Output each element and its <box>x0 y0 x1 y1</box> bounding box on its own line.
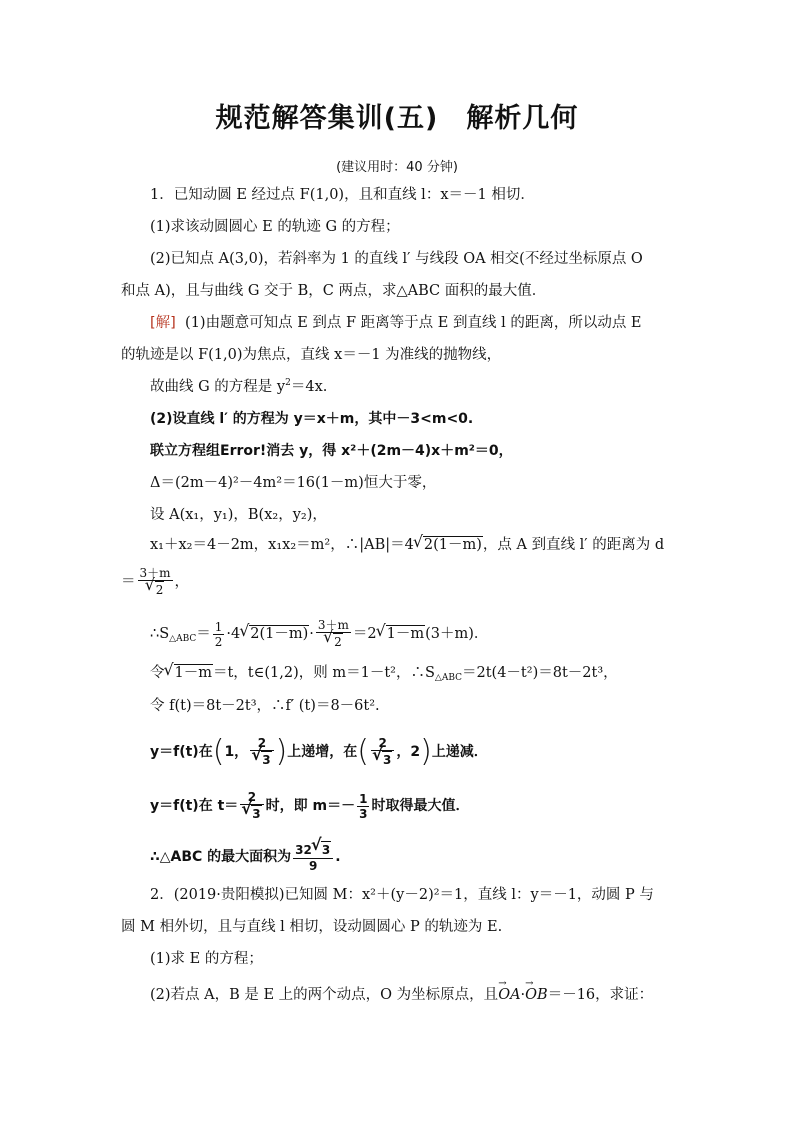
sol1-line2: 的轨迹是以 F(1,0)为焦点，直线 x＝－1 为准线的抛物线， <box>121 347 502 363</box>
sol1-line12: 令 f(t)＝8t－2t³，∴f′ (t)＝8－6t². <box>150 698 380 714</box>
sol1-line7: 设 A(x₁，y₁)，B(x₂，y₂)， <box>150 507 327 523</box>
error-text: Error! <box>220 443 267 459</box>
sol1-line13: y＝f(t)在(1， 2 √ 3 )上递增，在( 2 √ 3 ，2)上递减． <box>150 736 488 768</box>
q1-part2-line2: 和点 A)，且与曲线 G 交于 B，C 两点，求△ABC 面积的最大值． <box>121 283 547 299</box>
q2-part1: (1)求 E 的方程； <box>150 951 263 967</box>
sol1-line3: 故曲线 G 的方程是 $y^2=4x$. <box>150 378 328 395</box>
sol1-line14: y＝f(t)在 t＝ 2 √ 3 时，即 m＝－ $\frac{1}{3}$ 时取得最大值． <box>150 790 469 822</box>
q2-line2: 圆 M 相外切，且与直线 l 相切，设动圆圆心 P 的轨迹为 E. <box>121 919 503 935</box>
q1-part1: (1)求该动圆圆心 E 的轨迹 G 的方程； <box>150 219 400 235</box>
q1-part2-line1: (2)已知点 A(3,0)，若斜率为 1 的直线 l′ 与线段 OA 相交(不经过坐标原点 O <box>150 251 643 267</box>
time-suggestion: (建议用时：40 分钟) <box>336 160 458 175</box>
sol1-line6: Δ＝(2m－4)²－4m²＝16(1－m)恒大于零， <box>150 475 437 491</box>
vector-oa: → OA <box>498 985 520 1005</box>
sol1-line1: [解] (1)由题意可知点 E 到点 F 距离等于点 E 到直线 l 的距离，所以动点 E <box>150 315 642 331</box>
q2-part2: (2)若点 A，B 是 E 上的两个动点，O 为坐标原点，且→ OA·→ OB＝－16，求证： <box>150 985 653 1005</box>
sol1-line15: ∴△ABC 的最大面积为 $\frac{32√ 3}{9}$ . <box>150 841 341 873</box>
q2-line1: 2．(2019·贵阳模拟)已知圆 M：x²＋(y－2)²＝1，直线 l：y＝－1，动圆 P 与 <box>150 887 654 903</box>
vector-ob: → OB <box>525 985 548 1005</box>
sol1-line8: x₁＋x₂＝4－2m，x₁x₂＝m²，∴|AB|＝4√ 2(1－m)，点 A 到直线 l′ 的距离为 d <box>150 535 664 555</box>
page-title: 规范解答集训(五) 解析几何 <box>215 103 579 134</box>
sol1-line4: (2)设直线 l′ 的方程为 y＝x＋m，其中－3<m<0. <box>150 411 474 427</box>
solution-tag: [解] <box>150 315 176 331</box>
sol1-line10: $\therefore S_{\triangle ABC}=$ $\frac{1}{2}$ ·4√ 2(1－m)· 3＋m √ 2 ＝2√ 1－m(3＋m)． <box>150 618 488 650</box>
sol1-line5: 联立方程组Error!消去 y，得 x²＋(2m－4)x＋m²＝0， <box>150 443 513 459</box>
sol1-line11: 令√ 1－m＝t，t∈(1,2)，则 m＝1－t²，$\therefore S_{\triangle ABC}=2t(4-t^2)=8t-2t^3$， <box>150 663 618 683</box>
sol1-line9: ＝ 3＋m √ 2 ， <box>121 566 189 598</box>
q1-stem: 1．已知动圆 E 经过点 F(1,0)，且和直线 l：x＝－1 相切． <box>150 187 535 203</box>
